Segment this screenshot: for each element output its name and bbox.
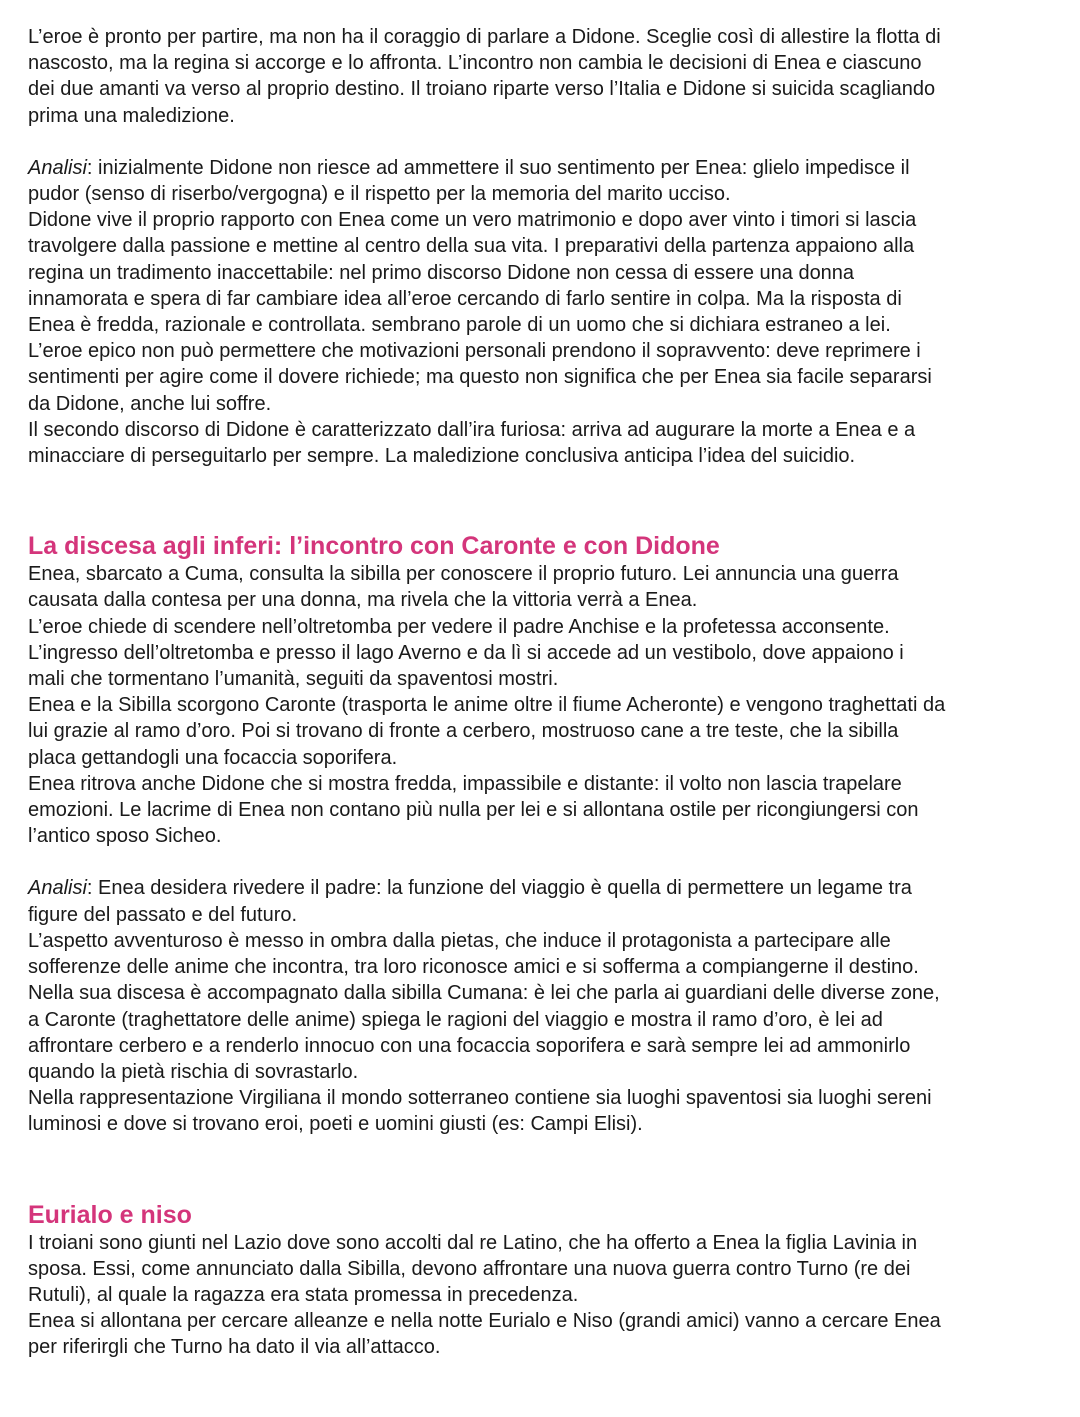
section-discesa	[28, 531, 1052, 849]
text-line: quando la pietà rischia di sovrastarlo.	[28, 1060, 359, 1083]
text-line: sofferenze delle anime che incontra, tra loro riconosce amici e si sofferma a compiangerne il destino.	[28, 956, 919, 979]
text-line: Il secondo discorso di Didone è caratterizzato dall’ira furiosa: arriva ad augurare la morte a Enea e a	[28, 418, 916, 441]
section-eurialo	[28, 1200, 1052, 1361]
intro-paragraph	[28, 24, 1052, 129]
text-line: dei due amanti va verso al proprio destino. Il troiano riparte verso l’Italia e Didone si suicida scagliando	[28, 78, 936, 101]
text-line: lui grazie al ramo d’oro. Poi si trovano di fronte a cerbero, mostruoso cane a tre teste, che la sibilla	[28, 720, 899, 743]
text-line: l’antico sposo Sicheo.	[28, 825, 222, 848]
text-line: Enea si allontana per cercare alleanze e nella notte Eurialo e Niso (grandi amici) vanno a cercare Enea	[28, 1310, 941, 1333]
text-line: regina un tradimento inaccettabile: nel primo discorso Didone non cessa di essere una donna	[28, 261, 855, 284]
analysis-paragraph-2	[28, 875, 1052, 1137]
text-line	[28, 155, 1052, 181]
text-line: L’aspetto avventuroso è messo in ombra dalla pietas, che induce il protagonista a partecipare alle	[28, 929, 891, 952]
text-line: pudor (senso di riserbo/vergogna) e il rispetto per la memoria del marito ucciso.	[28, 183, 731, 206]
text-line: prima una maledizione.	[28, 104, 235, 127]
text-line: affrontare cerbero e a renderlo innocuo con una focaccia soporifera e sarà sempre lei ad ammonirlo	[28, 1034, 911, 1057]
text-line: L’ingresso dell’oltretomba e presso il lago Averno e da lì si accede ad un vestibolo, dove appaiono i	[28, 641, 904, 664]
text-line: Nella sua discesa è accompagnato dalla sibilla Cumana: è lei che parla ai guardiani delle diverse zone,	[28, 982, 940, 1005]
text-line: L’eroe epico non può permettere che motivazioni personali prendono il sopravvento: deve reprimere i	[28, 340, 921, 363]
text-line: emozioni. Le lacrime di Enea non contano più nulla per lei e si allontana ostile per ricongiungersi con	[28, 799, 919, 822]
text-line: Enea ritrova anche Didone che si mostra fredda, impassibile e distante: il volto non lascia trapelare	[28, 772, 902, 795]
text-line: Rutuli), al quale la ragazza era stata promessa in precedenza.	[28, 1283, 579, 1306]
analysis-paragraph-1	[28, 155, 1052, 469]
text-line: a Caronte (traghettatore delle anime) spiega le ragioni del viaggio e mostra il ramo d’oro, è lei ad	[28, 1008, 883, 1031]
text-line: mali che tormentano l’umanità, seguiti da spaventosi mostri.	[28, 668, 559, 691]
text-line: Didone vive il proprio rapporto con Enea come un vero matrimonio e dopo aver vinto i timori si lascia	[28, 209, 917, 232]
analysis-label: Analisi	[28, 877, 87, 900]
text-line: I troiani sono giunti nel Lazio dove sono accolti dal re Latino, che ha offerto a Enea la figlia Lavinia in	[28, 1231, 918, 1254]
text-line: luminosi e dove si trovano eroi, poeti e uomini giusti (es: Campi Elisi).	[28, 1113, 643, 1136]
analysis-text: : Enea desidera rivedere il padre: la funzione del viaggio è quella di permettere un legame tra	[86, 877, 912, 900]
text-line: sentimenti per agire come il dovere richiede; ma questo non significa che per Enea sia facile separarsi	[28, 366, 932, 389]
text-line: figure del passato e del futuro.	[28, 903, 298, 926]
text-line: Nella rappresentazione Virgiliana il mondo sotterraneo contiene sia luoghi spaventosi sia luoghi sereni	[28, 1087, 932, 1110]
section-heading: Eurialo e niso	[28, 1200, 192, 1229]
text-line: per riferirgli che Turno ha dato il via all’attacco.	[28, 1336, 441, 1359]
text-line: da Didone, anche lui soffre.	[28, 392, 272, 415]
section-heading: La discesa agli inferi: l’incontro con Caronte e con Didone	[28, 532, 720, 561]
text-line	[28, 875, 1052, 901]
analysis-label: Analisi	[28, 156, 87, 179]
text-line: causata dalla contesa per una donna, ma rivela che la vittoria verrà a Enea.	[28, 589, 698, 612]
text-line: minacciare di perseguitarlo per sempre. La maledizione conclusiva anticipa l’idea del suicidio.	[28, 445, 856, 468]
text-line: Enea e la Sibilla scorgono Caronte (trasporta le anime oltre il fiume Acheronte) e vengono traghettati da	[28, 694, 946, 717]
text-line: placa gettandogli una focaccia soporifera.	[28, 746, 398, 769]
analysis-text: : inizialmente Didone non riesce ad ammettere il suo sentimento per Enea: glielo impedisce il	[86, 156, 910, 179]
text-line: Enea è fredda, razionale e controllata. sembrano parole di un uomo che si dichiara estraneo a lei.	[28, 314, 891, 337]
text-line: nascosto, ma la regina si accorge e lo affronta. L’incontro non cambia le decisioni di Enea e ciascuno	[28, 52, 922, 75]
text-line: sposa. Essi, come annunciato dalla Sibilla, devono affrontare una nuova guerra contro Turno (re dei	[28, 1257, 911, 1280]
text-line: L’eroe è pronto per partire, ma non ha il coraggio di parlare a Didone. Sceglie così di allestire la flotta di	[28, 26, 941, 48]
text-line: travolgere dalla passione e mettine al centro della sua vita. I preparativi della partenza appaiono alla	[28, 235, 915, 258]
text-line: L’eroe chiede di scendere nell’oltretomba per vedere il padre Anchise e la profetessa acconsente.	[28, 615, 890, 638]
text-line: Enea, sbarcato a Cuma, consulta la sibilla per conoscere il proprio futuro. Lei annuncia una guerra	[28, 563, 899, 586]
text-line: innamorata e spera di far cambiare idea all’eroe cercando di farlo sentire in colpa. Ma la risposta di	[28, 287, 902, 310]
